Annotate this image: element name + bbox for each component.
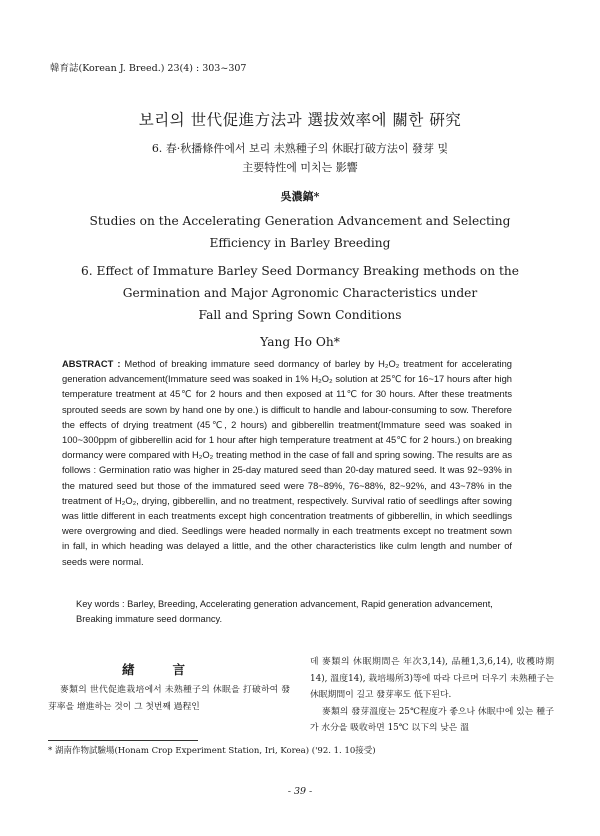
- english-subtitle-line-3: Fall and Spring Sown Conditions: [198, 308, 402, 322]
- korean-title: 보리의 世代促進方法과 選拔效率에 關한 硏究: [138, 111, 462, 129]
- introduction-left-column: 麥類의 世代促進栽培에서 未熟種子의 休眠을 打破하여 發芽率을 增進하는 것이 그 첫번째 過程인: [48, 685, 290, 712]
- abstract-label: ABSTRACT :: [62, 359, 125, 369]
- keywords-text: Barley, Breeding, Accelerating generation advancement, Rapid generation advancement, Breaking immature seed dormancy.: [76, 599, 493, 624]
- english-subtitle-line-1: 6. Effect of Immature Barley Seed Dormancy Breaking methods on the: [81, 264, 519, 278]
- korean-subtitle-line-1: 6. 春·秋播條件에서 보리 未熟種子의 休眠打破方法이 發芽 및: [151, 142, 449, 155]
- affiliation-footnote: * 湖南作物試驗場(Honam Crop Experiment Station, Iri, Korea) ('92. 1. 10接受): [48, 746, 376, 756]
- english-title-line-1: Studies on the Accelerating Generation Advancement and Selecting: [89, 214, 511, 228]
- page-number: - 39 -: [287, 786, 313, 797]
- footnote-divider: [48, 740, 198, 741]
- keywords: [76, 597, 516, 627]
- introduction-right-paragraph-2: 麥類의 發芽溫度는 25℃程度가 좋으나 休眠中에 있는 種子가 水分을 吸收하면 15℃ 以下의 낮은 溫: [310, 706, 554, 733]
- english-author: Yang Ho Oh*: [260, 335, 340, 349]
- keywords-label: Key words :: [76, 599, 128, 609]
- abstract-text: Method of breaking immature seed dormancy of barley by H₂O₂ treatment for accelerating generation advancement(Immature seed was soaked in 1% H₂O₂ solution at 25℃ for 16~17 hours after high temperature treatment at 45℃ for 2 hours and then exposed at 11℃ for 30 hours. After these treatments sprouted seeds are sown by hand one by one.) is difficult to handle and labour-consuming to sow. Therefore the effects of drying treatment (45℃, 2 hours) and gibberellin treatment(Immature seed was soaked in 100~300ppm of gibberellin acid for 1 hour after high temperature treatment at 45℃ for 2 hours.) on breaking dormancy were compared with H₂O₂ treating method in the case of fall and spring sowing. The results are as follows : Germination ratio was higher in 25-day matured seed than 20-day matured seed. It was 92~93% in the matured seed but those of the immatured seed were 78~89%, 76~88%, 82~92%, and 43~78% in the treatment of H₂O₂, drying, gibberellin, and no treatment, respectively. Survival ratio of seedlings after sowing was little different in each treatments except high concentration treatments of gibberellin, in which seedlings were overgrowing and died. Seedlings were headed normally in each treatments except no treatment sown in fall, in which heading was delayed a little, and the other characteristics like culm length and number of seeds were normal.: [62, 359, 512, 567]
- journal-citation: 韓育誌(Korean J. Breed.) 23(4) : 303~307: [50, 63, 247, 74]
- english-title-line-2: Efficiency in Barley Breeding: [209, 236, 391, 250]
- korean-subtitle-line-2: 主要特性에 미치는 影響: [242, 161, 358, 174]
- korean-author: 吳濃鎬*: [280, 190, 320, 203]
- abstract: [62, 357, 512, 570]
- introduction-right-column: [310, 654, 554, 737]
- english-subtitle-line-2: Germination and Major Agronomic Characteristics under: [122, 286, 478, 300]
- introduction-heading: 緖言: [122, 662, 224, 677]
- introduction-right-paragraph-1: 데 麥類의 休眠期間은 年次3,14), 品種1,3,6,14), 收穫時期14), 溫度14), 栽培場所3)等에 따라 다르며 더우기 未熟種子는 休眠期間이 길고 發芽率도 低下된다.: [310, 657, 554, 700]
